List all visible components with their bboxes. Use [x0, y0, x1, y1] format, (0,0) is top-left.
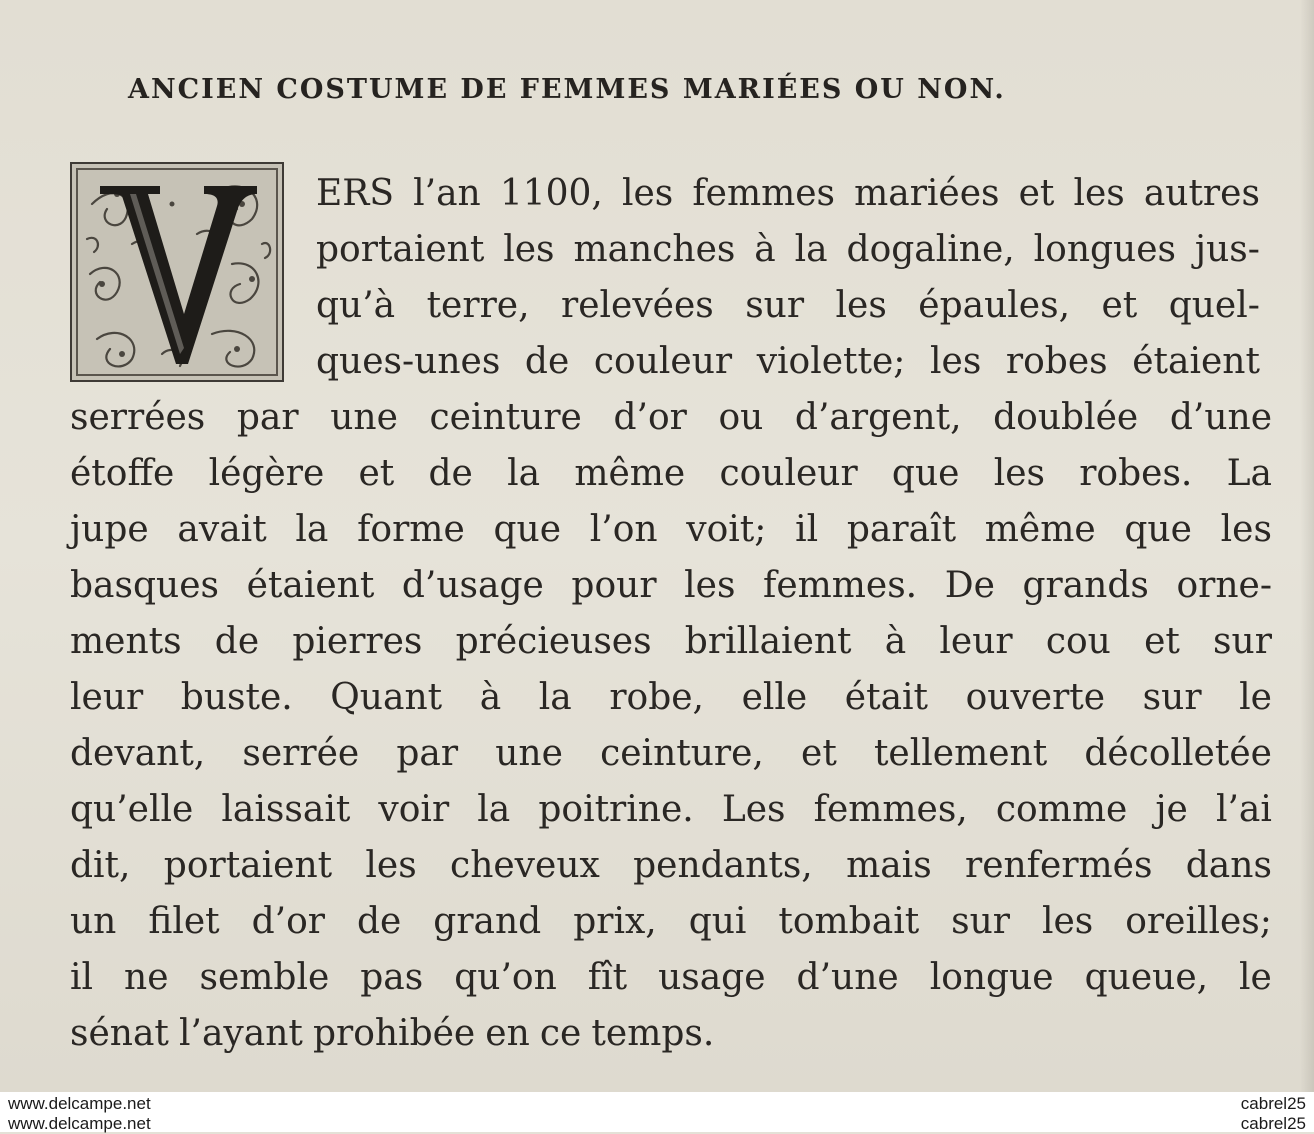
word: serrée [242, 733, 360, 774]
word: couleur [719, 453, 858, 494]
word: sur [1213, 621, 1272, 662]
word: relevées [560, 285, 714, 326]
word: buste. [180, 677, 293, 718]
text-line-12 [70, 782, 1272, 838]
word: et [1018, 173, 1055, 214]
word: que [493, 509, 562, 550]
word: par [236, 397, 299, 438]
word: comme [995, 789, 1128, 830]
word: dans [1185, 845, 1272, 886]
text-line-15 [70, 950, 1272, 1006]
word: ou [718, 397, 764, 438]
word: prix, [573, 901, 657, 942]
word: la [538, 677, 572, 718]
word: les [503, 229, 555, 270]
word: jupe [70, 509, 149, 550]
text-line-6 [70, 446, 1272, 502]
text-line-5 [70, 390, 1272, 446]
word: queue, [1084, 957, 1209, 998]
word: mariées [854, 173, 1000, 214]
word: d’usage [401, 565, 544, 606]
word: tellement [873, 733, 1048, 774]
word: l’ai [1215, 789, 1272, 830]
text-line-7 [70, 502, 1272, 558]
word: pierres [292, 621, 423, 662]
word: les [930, 341, 982, 382]
word: poitrine. [538, 789, 694, 830]
word: et [358, 453, 395, 494]
word: que [891, 453, 960, 494]
word: 1100, [499, 173, 603, 214]
word: d’or [251, 901, 325, 942]
word: avait [177, 509, 267, 550]
page-heading: ANCIEN COSTUME DE FEMMES MARIÉES OU NON. [128, 74, 1006, 105]
text-line-16 [70, 1006, 1272, 1062]
word: sénat [70, 1013, 169, 1054]
word: temps. [591, 1013, 715, 1054]
word: pour [571, 565, 657, 606]
word: portaient [163, 845, 333, 886]
text-line-13 [70, 838, 1272, 894]
word: doublée [993, 397, 1139, 438]
word: étaient [1132, 341, 1260, 382]
word: longues [1033, 229, 1177, 270]
word: étoffe [70, 453, 175, 494]
word: un [70, 901, 117, 942]
word: fît [587, 957, 628, 998]
word: ce [539, 1013, 582, 1054]
word: pendants, [633, 845, 813, 886]
word: sur [745, 285, 805, 326]
word: portaient [316, 229, 485, 270]
word: tombait [778, 901, 920, 942]
word: oreilles; [1125, 901, 1272, 942]
word: forme [357, 509, 465, 550]
word: elle [741, 677, 808, 718]
word: cheveux [450, 845, 600, 886]
word: et [1101, 285, 1138, 326]
text-line-8 [70, 558, 1272, 614]
word: ments [70, 621, 182, 662]
word: les [621, 173, 674, 214]
text-line-10 [70, 670, 1272, 726]
watermark-right-2: cabrel25 [1240, 1114, 1306, 1133]
watermark-left-1: www.delcampe.net [8, 1094, 151, 1113]
word: légère [208, 453, 325, 494]
text-line-3 [316, 278, 1260, 334]
text-line-11 [70, 726, 1272, 782]
word: grand [433, 901, 542, 942]
word: précieuses [455, 621, 652, 662]
word: pas [360, 957, 424, 998]
word: longue [929, 957, 1054, 998]
word: qu’elle [70, 789, 194, 830]
word: une [330, 397, 398, 438]
word: une [495, 733, 563, 774]
drop-cap-ornament-icon [72, 164, 282, 380]
word: paraît [846, 509, 957, 550]
word: les [1073, 173, 1125, 214]
word: d’or [613, 397, 687, 438]
word: ceinture [429, 397, 582, 438]
word: ne [124, 957, 169, 998]
word: dogaline, [846, 229, 1015, 270]
word: sur [1142, 677, 1202, 718]
word: décolletée [1084, 733, 1272, 774]
word: couleur [593, 341, 733, 382]
word: par [396, 733, 459, 774]
word: les [835, 285, 887, 326]
word: que [1124, 509, 1192, 550]
word: serrées [70, 397, 206, 438]
word: ceinture, [600, 733, 764, 774]
word: je [1155, 789, 1188, 830]
word: femmes, [813, 789, 968, 830]
word: et [801, 733, 837, 774]
word: De [944, 565, 995, 606]
word: filet [148, 901, 220, 942]
word: d’une [1169, 397, 1272, 438]
word: semble [199, 957, 330, 998]
word: même [984, 509, 1096, 550]
word: leur [939, 621, 1013, 662]
word: l’ayant [178, 1013, 303, 1054]
word: femmes. [763, 565, 918, 606]
word: ques-unes [316, 341, 501, 382]
word: ERS [316, 173, 395, 214]
word: même [574, 453, 686, 494]
word: robe, [609, 677, 704, 718]
word: et [1144, 621, 1180, 662]
watermark-bar [0, 1092, 1314, 1132]
text-line-4 [316, 334, 1260, 390]
word: à [479, 677, 502, 718]
word: voir [378, 789, 450, 830]
watermark-left-2: www.delcampe.net [8, 1114, 151, 1133]
word: brillaient [684, 621, 852, 662]
word: les [1220, 509, 1272, 550]
word: qu’on [454, 957, 557, 998]
word: la [295, 509, 329, 550]
word: grands [1022, 565, 1149, 606]
word: le [1239, 677, 1272, 718]
text-line-14 [70, 894, 1272, 950]
word: cou [1045, 621, 1111, 662]
word: de [214, 621, 260, 662]
word: la [507, 453, 541, 494]
word: violette; [756, 341, 906, 382]
word: femmes [692, 173, 836, 214]
word: dit, [70, 845, 131, 886]
word: renfermés [964, 845, 1153, 886]
word: d’une [796, 957, 899, 998]
word: prohibée [312, 1013, 476, 1054]
word: épaules, [918, 285, 1071, 326]
text-line-2 [316, 222, 1260, 278]
word: laissait [221, 789, 351, 830]
word: l’an [413, 173, 481, 214]
word: il [70, 957, 94, 998]
word: La [1226, 453, 1272, 494]
word: manches [573, 229, 736, 270]
word: de [356, 901, 402, 942]
word: d’argent, [794, 397, 962, 438]
word: voit; [686, 509, 767, 550]
ornamental-drop-cap [70, 162, 284, 382]
text-line-9 [70, 614, 1272, 670]
word: à [884, 621, 907, 662]
word: était [844, 677, 929, 718]
word: les [684, 565, 736, 606]
word: il [795, 509, 819, 550]
word: sur [951, 901, 1011, 942]
word: Quant [330, 677, 443, 718]
text-line-1 [316, 166, 1260, 222]
word: Les [721, 789, 786, 830]
word: devant, [70, 733, 206, 774]
word: ouverte [965, 677, 1106, 718]
word: le [1239, 957, 1272, 998]
word: leur [70, 677, 144, 718]
word: à [754, 229, 776, 270]
word: l’on [589, 509, 658, 550]
word: usage [658, 957, 766, 998]
word: robes. [1079, 453, 1193, 494]
word: en [485, 1013, 530, 1054]
word: jus- [1194, 229, 1260, 270]
word: de [524, 341, 570, 382]
word: terre, [426, 285, 530, 326]
word: mais [846, 845, 932, 886]
word: autres [1143, 173, 1260, 214]
word: la [477, 789, 511, 830]
watermark-right-1: cabrel25 [1240, 1094, 1306, 1113]
word: qu’à [316, 285, 396, 326]
word: les [1041, 901, 1094, 942]
word: basques [70, 565, 219, 606]
word: les [993, 453, 1045, 494]
page-edge-shadow [1300, 0, 1314, 1092]
word: orne- [1176, 565, 1272, 606]
word: qui [688, 901, 747, 942]
word: la [794, 229, 828, 270]
word: de [428, 453, 473, 494]
word: quel- [1168, 285, 1260, 326]
word: étaient [246, 565, 375, 606]
word: les [365, 845, 417, 886]
word: robes [1005, 341, 1108, 382]
